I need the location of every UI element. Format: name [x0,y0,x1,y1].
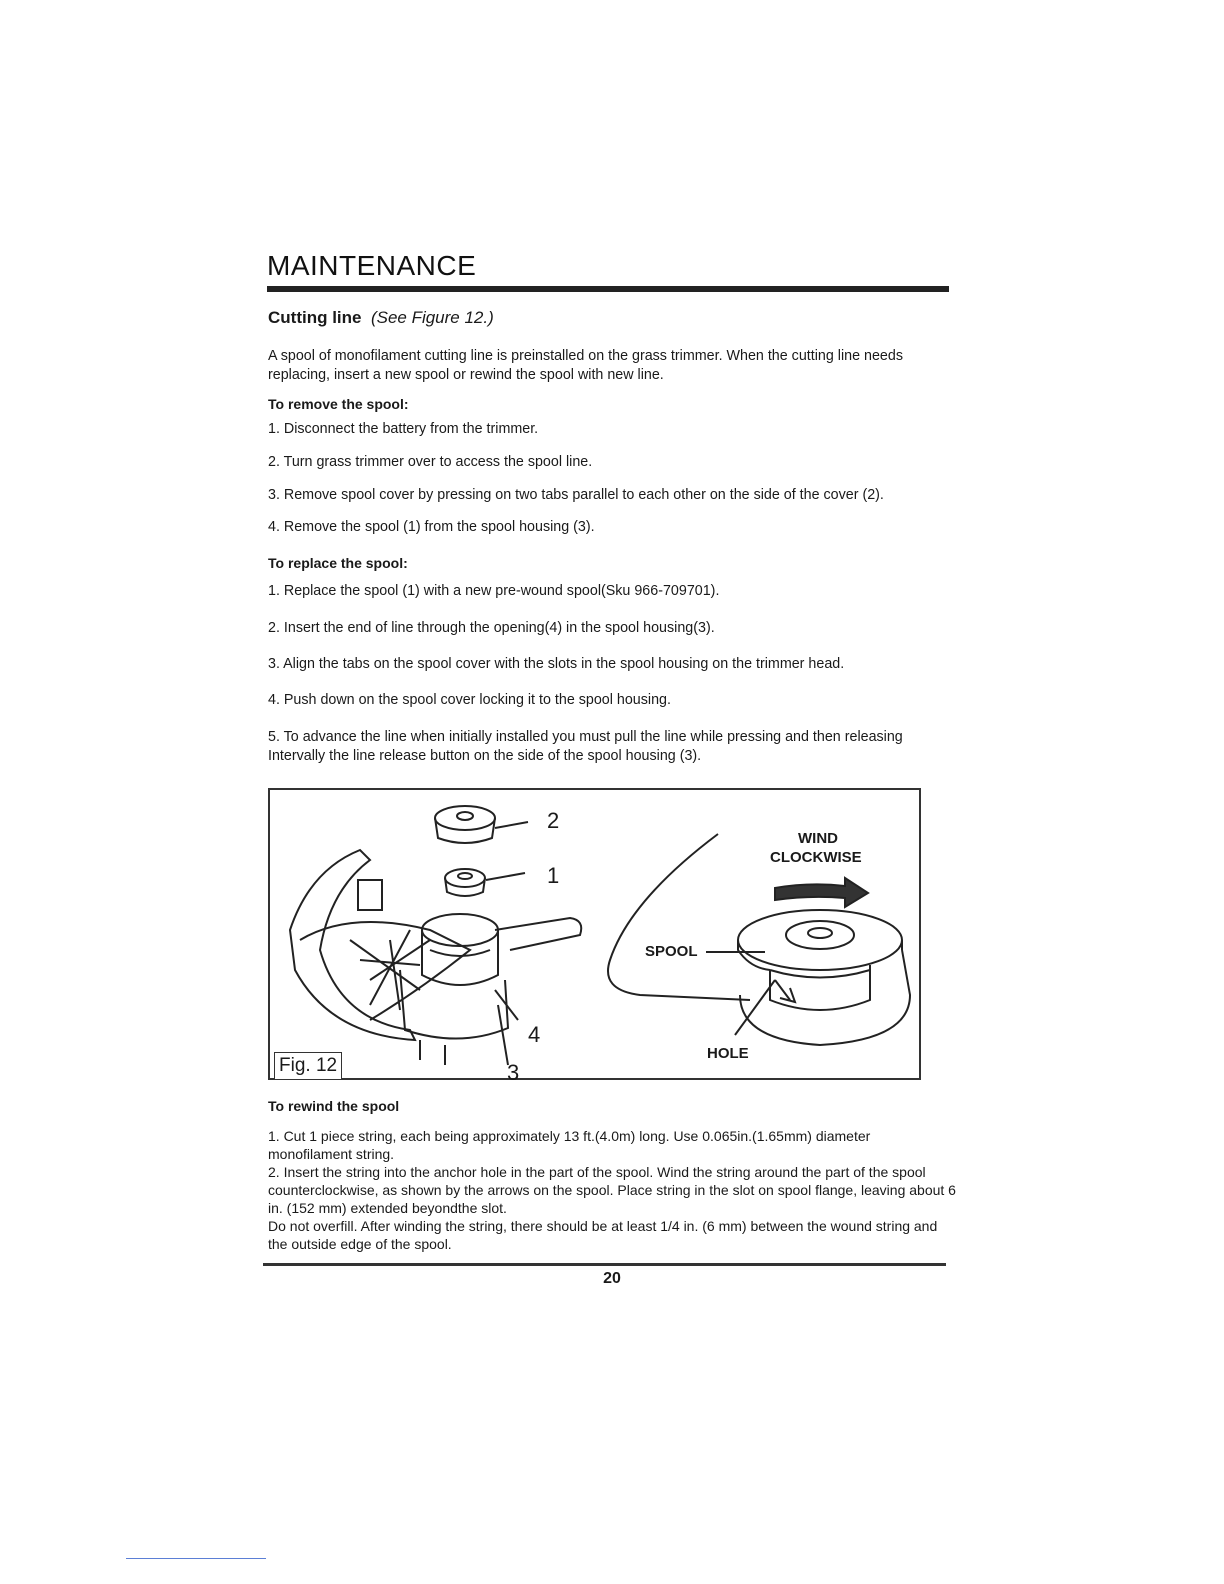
label-clockwise: CLOCKWISE [770,849,862,866]
callout-1: 1 [547,863,560,888]
replace-step: 1. Replace the spool (1) with a new pre-wound spool(Sku 966-709701). [268,583,720,599]
title-rule [267,286,949,292]
page-title: MAINTENANCE [267,250,477,281]
figure-reference: (See Figure 12.) [370,308,494,327]
page-number: 20 [603,1270,621,1287]
remove-step: 1. Disconnect the battery from the trimmer. [268,421,539,437]
footer-rule [263,1263,946,1266]
section-title: Cutting line [268,308,362,327]
callout-2: 2 [547,808,560,833]
figure-caption: Fig. 12 [274,1052,342,1080]
replace-heading: To replace the spool: [268,555,408,571]
bottom-line [126,1558,266,1559]
rewind-step: 2. Insert the string into the anchor hole in the part of the spool. Wind the string around the part of the spool counterclockwise, as shown by the arrows on the spool. Place string in the slot on spool flange, leaving about 6 in. (152 mm) extended beyondthe slot. [268,1164,956,1216]
remove-step: 4. Remove the spool (1) from the spool housing (3). [268,519,595,535]
rewind-step: 1. Cut 1 piece string, each being approximately 13 ft.(4.0m) long. Use 0.065in.(1.65mm) diameter monofilament string. [268,1128,871,1162]
remove-heading: To remove the spool: [268,396,409,412]
callout-4: 4 [528,1022,541,1047]
label-spool: SPOOL [645,943,698,960]
replace-step: 2. Insert the end of line through the opening(4) in the spool housing(3). [268,620,715,636]
spool-winding-drawing [608,834,910,1045]
intro-paragraph: A spool of monofilament cutting line is preinstalled on the grass trimmer. When the cutting line needs replacing, insert a new spool or rewind the spool with new line. [268,348,903,383]
remove-step: 2. Turn grass trimmer over to access the spool line. [268,454,593,470]
remove-step: 3. Remove spool cover by pressing on two tabs parallel to each other on the side of the cover (2). [268,487,884,503]
rewind-note: Do not overfill. After winding the string, there should be at least 1/4 in. (6 mm) between the wound string and the outside edge of the spool. [268,1218,938,1252]
callout-3: 3 [507,1060,520,1085]
replace-step: 3. Align the tabs on the spool cover with the slots in the spool housing on the trimmer head. [268,656,845,672]
figure-12 [268,788,921,1085]
replace-step: 5. To advance the line when initially installed you must pull the line while pressing and then releasing Intervally the line release button on the side of the spool housing (3). [268,729,903,764]
label-wind: WIND [798,830,838,847]
section-heading [268,308,494,328]
clockwise-arrow-icon [775,878,868,907]
replace-step: 4. Push down on the spool cover locking it to the spool housing. [268,692,671,708]
label-hole: HOLE [707,1045,749,1062]
rewind-instructions [268,1127,958,1253]
rewind-heading: To rewind the spool [268,1098,400,1114]
